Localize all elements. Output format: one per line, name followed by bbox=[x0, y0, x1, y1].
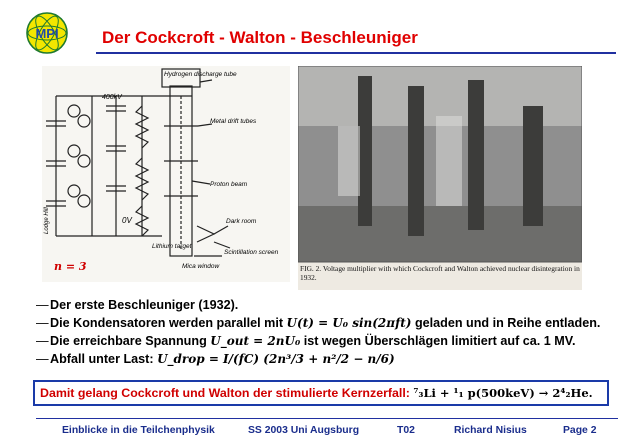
reaction-formula: ⁷₃Li + ¹₁ p(500keV) → 2⁴₂He. bbox=[413, 386, 593, 400]
reaction-text: Damit gelang Cockcroft und Walton der stimulierte Kernzerfall: bbox=[40, 386, 410, 400]
bullet-text-cont: geladen und in Reihe entladen. bbox=[411, 316, 601, 330]
lodge-label: Lodge Hill bbox=[44, 207, 50, 234]
footer bbox=[0, 425, 631, 439]
voltage-drop-formula: U_drop = I/(fC) (2n³/3 + n²/2 − n/6) bbox=[157, 352, 395, 366]
zero-volt-label: 0V bbox=[122, 216, 132, 225]
bullet-dash: — bbox=[36, 298, 49, 312]
footer-code: T02 bbox=[397, 425, 415, 436]
bullet-item bbox=[36, 298, 626, 316]
scintillation-label: Scintillation screen bbox=[224, 249, 279, 256]
bullet-text: Die erreichbare Spannung bbox=[50, 334, 211, 348]
title-divider bbox=[96, 52, 616, 54]
lithium-label: Lithium target bbox=[152, 243, 192, 250]
bullet-text: Die Kondensatoren werden parallel mit bbox=[50, 316, 287, 330]
bullet-item bbox=[36, 334, 626, 352]
voltage-multiplier-circuit bbox=[42, 66, 290, 282]
metal-drift-label: Metal drift tubes bbox=[210, 118, 257, 125]
footer-page: Page 2 bbox=[563, 425, 597, 436]
bullet-item bbox=[36, 352, 626, 376]
bullet-text: Abfall unter Last: bbox=[50, 352, 158, 366]
bullet-list bbox=[36, 298, 626, 376]
photo-caption: FIG. 2. Voltage multiplier with which Cockcroft and Walton achieved nuclear disintegration in 1932. bbox=[300, 264, 580, 282]
footer-semester: SS 2003 Uni Augsburg bbox=[248, 425, 360, 436]
footer-divider bbox=[36, 418, 618, 419]
output-voltage-formula: U_out = 2nU₀ bbox=[210, 334, 301, 348]
mica-label: Mica window bbox=[182, 263, 220, 270]
mpi-logo bbox=[25, 11, 69, 55]
bullet-dash: — bbox=[36, 334, 49, 348]
n-label: n = 3 bbox=[54, 260, 87, 273]
footer-author: Richard Nisius bbox=[454, 425, 527, 436]
bullet-dash: — bbox=[36, 352, 49, 366]
logo-text: MPI bbox=[35, 26, 59, 41]
bullet-text-cont: ist wegen Überschlägen limitiert auf ca. 1 MV. bbox=[300, 334, 576, 348]
bullet-dash: — bbox=[36, 316, 49, 330]
voltage-label: 400kV bbox=[102, 94, 122, 101]
page-title: Der Cockcroft - Walton - Beschleuniger bbox=[102, 28, 418, 47]
hydrogen-label: Hydrogen discharge tube bbox=[164, 71, 237, 78]
dark-room-label: Dark room bbox=[226, 218, 257, 225]
capacitor-voltage-formula: U(t) = U₀ sin(2πft) bbox=[286, 316, 412, 330]
proton-beam-label: Proton beam bbox=[210, 181, 248, 188]
cockcroft-walton-photo bbox=[298, 66, 582, 290]
footer-course: Einblicke in die Teilchenphysik bbox=[62, 425, 215, 436]
bullet-text: Der erste Beschleuniger (1932). bbox=[50, 298, 239, 312]
reaction-highlight-box bbox=[33, 380, 609, 406]
bullet-item bbox=[36, 316, 626, 334]
